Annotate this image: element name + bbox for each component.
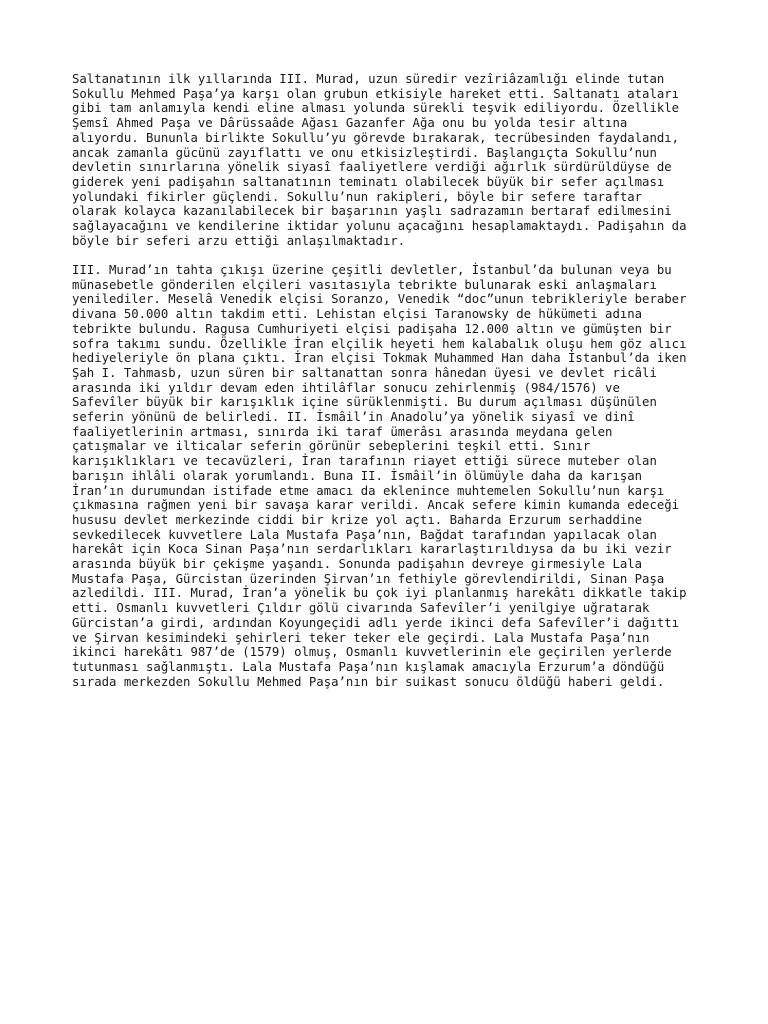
paragraph-2: III. Murad’ın tahta çıkışı üzerine çeşitli devletler, İstanbul’da bulunan veya bu münasebetle gönderilen elçileri vasıtasıyla tebrikte bulunarak eski anlaşmaları yenilediler. Meselâ Venedik elçisi Soranzo, Venedik “doc”unun tebrikleriyle beraber divana 50.000 altın takdim etti. Lehistan elçisi Taranowsky de hükümeti adına tebrikte bulundu. Ragusa Cumhuriyeti elçisi padişaha 12.000 altın ve gümüşten bir sofra takımı sundu. Özellikle İran elçilik heyeti hem kalabalık oluşu hem göz alıcı hediyeleriyle ön plana çıktı. İran elçisi Tokmak Muhammed Han daha İstanbul’da iken Şah I. Tahmasb, uzun süren bir saltanattan sonra hânedan üyesi ve devlet ricâli arasında iki yıldır devam eden ihtilâflar sonucu zehirlenmiş (984/1576) ve Safevîler büyük bir karışıklık içine sürüklenmişti. Bu durum açılması düşünülen seferin yönünü de belirledi. II. İsmâil’in Anadolu’ya yönelik siyasî ve dinî faaliyetlerinin artması, sınırda iki taraf ümerâsı arasında meydana gelen çatışmalar ve ilticalar seferin görünür sebeplerini teşkil etti. Sınır karışıklıkları ve tecavüzleri, İran tarafının riayet ettiği sürece muteber olan barışın ihlâli olarak yorumlandı. Buna II. İsmâil’in ölümüyle daha da karışan İran’ın durumundan istifade etme amacı da eklenince muhtemelen Sokullu’nun karşı çıkmasına rağmen yeni bir savaşa karar verildi. Ancak sefere kimin kumanda edeceği hususu devlet merkezinde ciddi bir krize yol açtı. Baharda Erzurum serhaddine sevkedilecek kuvvetlere Lala Mustafa Paşa’nın, Bağdat tarafından yapılacak olan harekât için Koca Sinan Paşa’nın serdarlıkları kararlaştırıldıysa da bu iki vezir arasında büyük bir çekişme yaşandı. Sonunda padişahın devreye girmesiyle Lala Mustafa Paşa, Gürcistan üzerinden Şirvan’ın fethiyle görevlendirildi, Sinan Paşa azledildi. III. Murad, İran’a yönelik bu çok iyi planlanmış harekâtı dikkatle takip etti. Osmanlı kuvvetleri Çıldır gölü civarında Safevîler’i yenilgiye uğratarak Gürcistan’a girdi, ardından Koyungeçidi adlı yerde ikinci defa Safevîler’i dağıttı ve Şirvan kesimindeki şehirleri teker teker ele geçirdi. Lala Mustafa Paşa’nın ikinci harekâtı 987’de (1579) olmuş, Osmanlı kuvvetlerinin ele geçirilen yerlerde tutunması sağlanmıştı. Lala Mustafa Paşa’nın kışlamak amacıyla Erzurum’a döndüğü sırada merkezden Sokullu Mehmed Paşa’nın bir suikast sonucu öldüğü haberi geldi. — [72, 263, 687, 689]
paragraph-1: Saltanatının ilk yıllarında III. Murad, uzun süredir vezîriâzamlığı elinde tutan Sokullu Mehmed Paşa’ya karşı olan grubun etkisiyle hareket etti. Saltanatı ataları gibi tam anlamıyla kendi eline alması yolunda sürekli teşvik ediliyordu. Özellikle Şemsî Ahmed Paşa ve Dârüssaâde Ağası Gazanfer Ağa onu bu yolda tesir altına alıyordu. Bununla birlikte Sokullu’yu görevde bırakarak, tecrübesinden faydalandı, ancak zamanla gücünü zayıflattı ve onu etkisizleştirdi. Başlangıçta Sokullu’nun devletin sınırlarına yönelik siyasî faaliyetlere verdiği ağırlık sürdürüldüyse de giderek yeni padişahın saltanatının teminatı olabilecek büyük bir sefer açılması yolundaki fikirler güçlendi. Sokullu’nun rakipleri, böyle bir sefere taraftar olarak kolayca kazanılabilecek bir başarının yaşlı sadrazamın bertaraf edilmesini sağlayacağını ve kendilerine iktidar yolunu açacağını hesaplamaktaydı. Padişahın da böyle bir seferi arzu ettiği anlaşılmaktadır. — [72, 72, 687, 248]
